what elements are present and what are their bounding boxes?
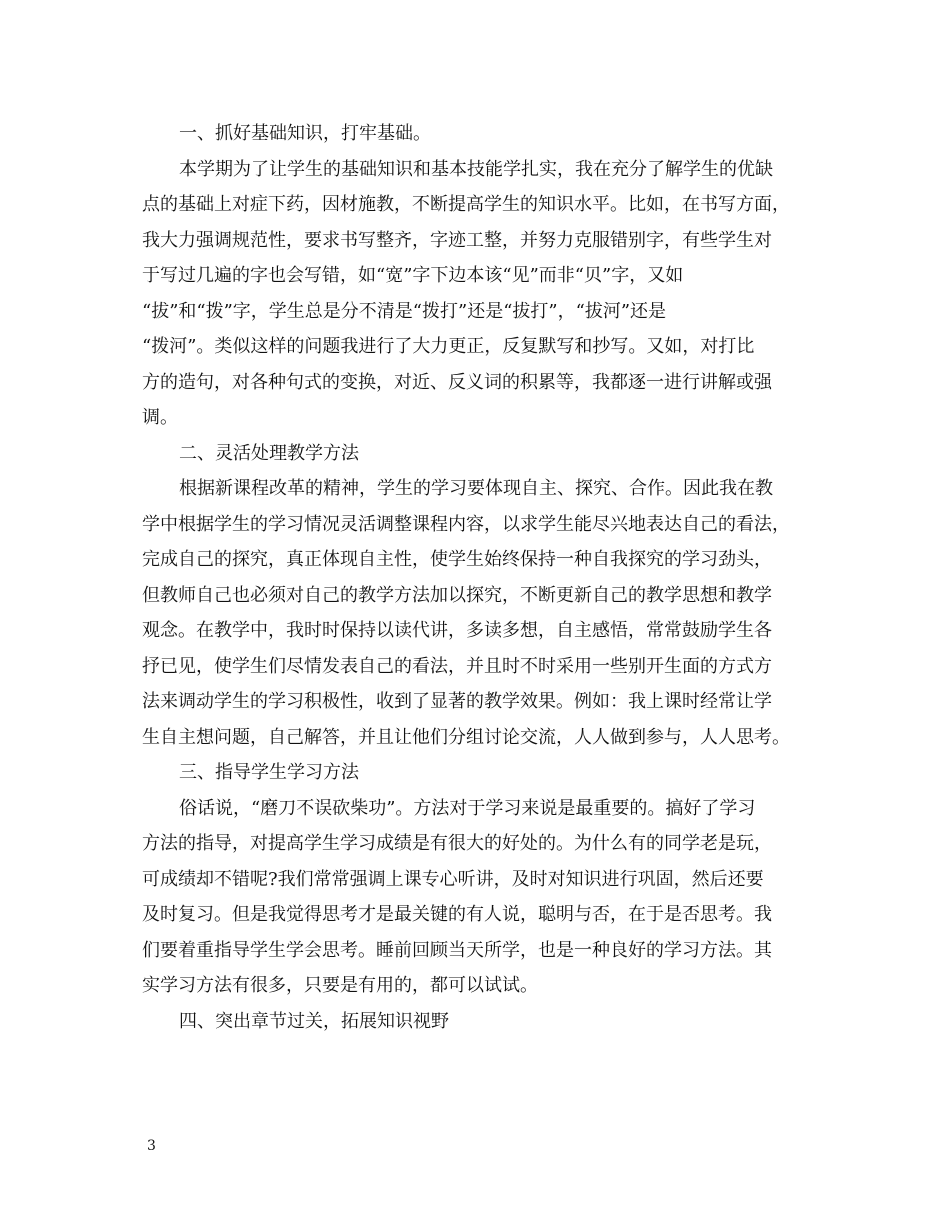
section-heading-1: 一、抓好基础知识，打牢基础。: [179, 123, 431, 144]
paragraph-line: 生自主想问题，自己解答，并且让他们分组讨论交流，人人做到参与，人人思考。: [142, 726, 790, 748]
page-number: 3: [147, 1138, 156, 1154]
paragraph-line: 我大力强调规范性，要求书写整齐，字迹工整，并努力克服错别字，有些学生对: [142, 229, 772, 251]
paragraph-line: 观念。在教学中，我时时保持以读代讲，多读多想，自主感悟，常常鼓励学生各: [142, 620, 772, 641]
section-paragraph-1: [142, 152, 810, 436]
paragraph-line: 实学习方法有很多，只要是有用的，都可以试试。: [142, 975, 538, 996]
section-heading-3: 三、指导学生学习方法: [179, 762, 359, 783]
paragraph-line: 但教师自己也必须对自己的教学方法加以探究，不断更新自己的教学思想和教学: [142, 584, 772, 606]
paragraph-line: “拔”和“拨”字，学生总是分不清是“拨打”还是“拔打”，“拔河”还是: [142, 300, 667, 322]
paragraph-line: “拨河”。类似这样的问题我进行了大力更正，反复默写和抄写。又如，对打比: [142, 336, 755, 357]
section-paragraph-2: [142, 471, 810, 755]
paragraph-line: 学中根据学生的学习情况灵活调整课程内容，以求学生能尽兴地表达自己的看法，: [142, 513, 790, 535]
paragraph-line: 完成自己的探究，真正体现自主性，使学生始终保持一种自我探究的学习劲头，: [142, 549, 772, 570]
paragraph-line: 们要着重指导学生学会思考。睡前回顾当天所学，也是一种良好的学习方法。其: [142, 939, 772, 961]
paragraph-line: 方的造句，对各种句式的变换，对近、反义词的积累等，我都逐一进行讲解或强: [142, 371, 772, 393]
section-heading-4: 四、突出章节过关，拓展知识视野: [179, 1010, 449, 1032]
paragraph-line: 于写过几遍的字也会写错，如“宽”字下边本该“见”而非“贝”字，又如: [142, 265, 684, 286]
document-body: [142, 116, 810, 1039]
paragraph-line: 方法的指导，对提高学生学习成绩是有很大的好处的。为什么有的同学老是玩，: [142, 833, 772, 854]
paragraph-line: 可成绩却不错呢?我们常常强调上课专心听讲，及时对知识进行巩固，然后还要: [142, 868, 764, 890]
paragraph-line: 本学期为了让学生的基础知识和基本技能学扎实，我在充分了解学生的优缺: [179, 158, 773, 180]
paragraph-line: 根据新课程改革的精神，学生的学习要体现自主、探究、合作。因此我在教: [179, 478, 773, 499]
section-heading-2: 二、灵活处理教学方法: [179, 442, 359, 464]
paragraph-line: 抒已见，使学生们尽情发表自己的看法，并且时不时采用一些别开生面的方式方: [142, 655, 772, 677]
paragraph-line: 调。: [142, 407, 178, 428]
paragraph-line: 及时复习。但是我觉得思考才是最关键的有人说，聪明与否，在于是否思考。我: [142, 904, 772, 925]
paragraph-line: 俗话说，“磨刀不误砍柴功”。方法对于学习来说是最重要的。搞好了学习: [179, 797, 756, 819]
paragraph-line: 点的基础上对症下药，因材施教，不断提高学生的知识水平。比如，在书写方面，: [142, 194, 790, 215]
section-paragraph-3: [142, 791, 810, 1004]
paragraph-line: 法来调动学生的学习积极性，收到了显著的教学效果。例如：我上课时经常让学: [142, 691, 772, 712]
